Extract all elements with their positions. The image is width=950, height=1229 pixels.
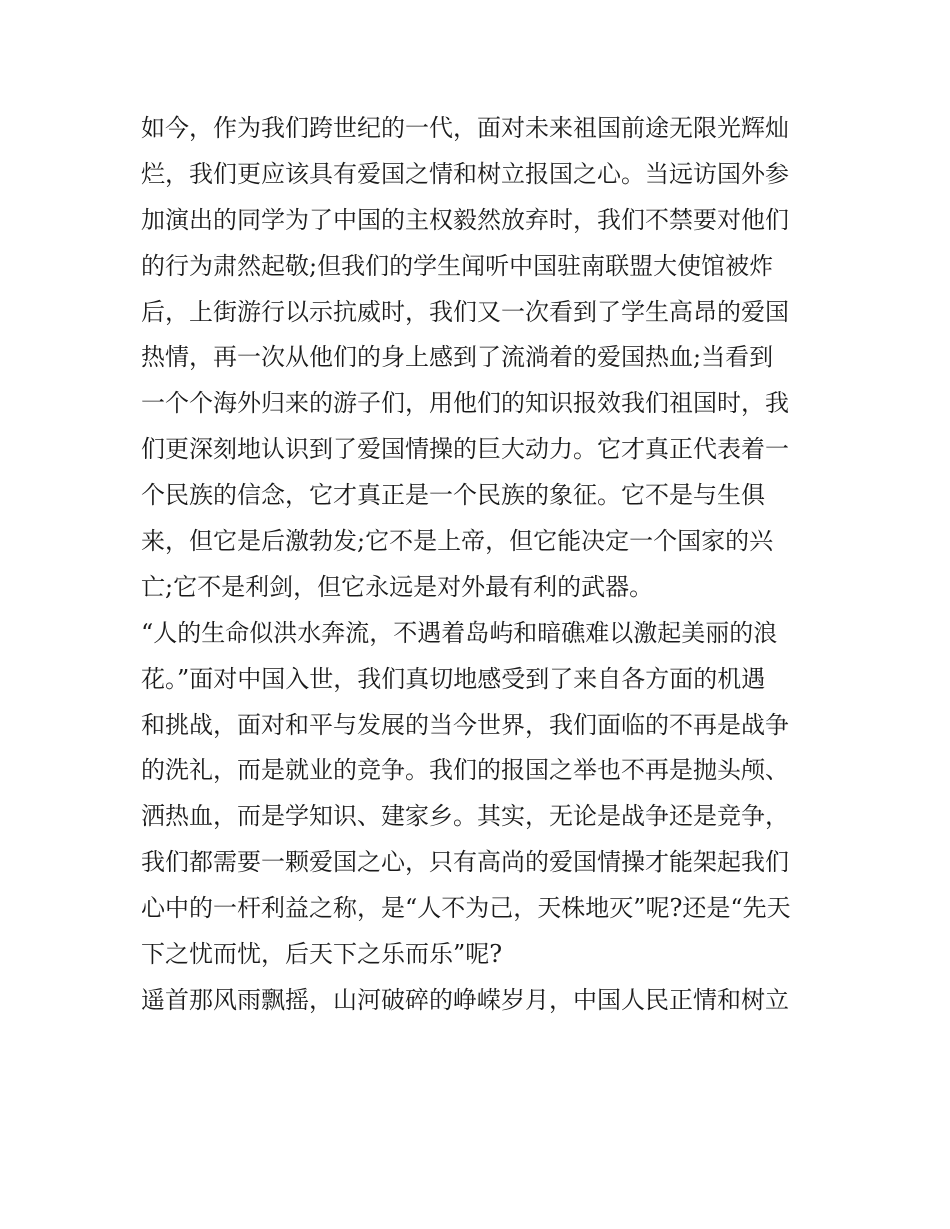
text-line: “人的生命似洪水奔流，不遇着岛屿和暗礁难以激起美丽的浪: [141, 618, 778, 647]
text-line: 烂，我们更应该具有爱国之情和树立报国之心。当远访国外参: [141, 159, 789, 188]
paragraph-2: [141, 611, 813, 978]
text-line: 和挑战，面对和平与发展的当今世界，我们面临的不再是战争: [141, 710, 789, 739]
paragraph-3: [141, 978, 813, 1024]
text-line: 心中的一杆利益之称，是“人不为己，天株地灭”呢?还是“先天: [141, 894, 791, 923]
text-line: 下之忧而忧，后天下之乐而乐”呢?: [141, 940, 503, 969]
document-body: [141, 106, 813, 1024]
text-line: 加演出的同学为了中国的主权毅然放弃时，我们不禁要对他们: [141, 205, 789, 234]
text-line: 的行为肃然起敬;但我们的学生闻听中国驻南联盟大使馆被炸: [141, 251, 774, 280]
text-line: 如今，作为我们跨世纪的一代，面对未来祖国前途无限光辉灿: [141, 114, 789, 142]
text-line: 洒热血，而是学知识、建家乡。其实，无论是战争还是竞争，: [141, 802, 789, 831]
text-line: 们更深刻地认识到了爱国情操的巨大动力。它才真正代表着一: [141, 435, 789, 464]
text-line: 我们都需要一颗爱国之心，只有高尚的爱国情操才能架起我们: [141, 848, 789, 877]
text-line: 后，上街游行以示抗威时，我们又一次看到了学生高昂的爱国: [141, 297, 789, 326]
text-line: 亡;它不是利剑，但它永远是对外最有利的武器。: [141, 572, 654, 601]
text-line: 个民族的信念，它才真正是一个民族的象征。它不是与生俱: [141, 481, 765, 510]
text-line: 来，但它是后激勃发;它不是上帝，但它能决定一个国家的兴: [141, 527, 774, 556]
text-line: 热情，再一次从他们的身上感到了流淌着的爱国热血;当看到: [141, 343, 774, 372]
text-line: 花。”面对中国入世，我们真切地感受到了来自各方面的机遇: [141, 664, 766, 693]
paragraph-1: [141, 106, 813, 611]
text-line: 一个个海外归来的游子们，用他们的知识报效我们祖国时，我: [141, 389, 789, 418]
text-line: 遥首那风雨飘摇，山河破碎的峥嵘岁月，中国人民正情和树立: [141, 985, 789, 1014]
text-line: 的洗礼，而是就业的竞争。我们的报国之举也不再是抛头颅、: [141, 756, 789, 785]
